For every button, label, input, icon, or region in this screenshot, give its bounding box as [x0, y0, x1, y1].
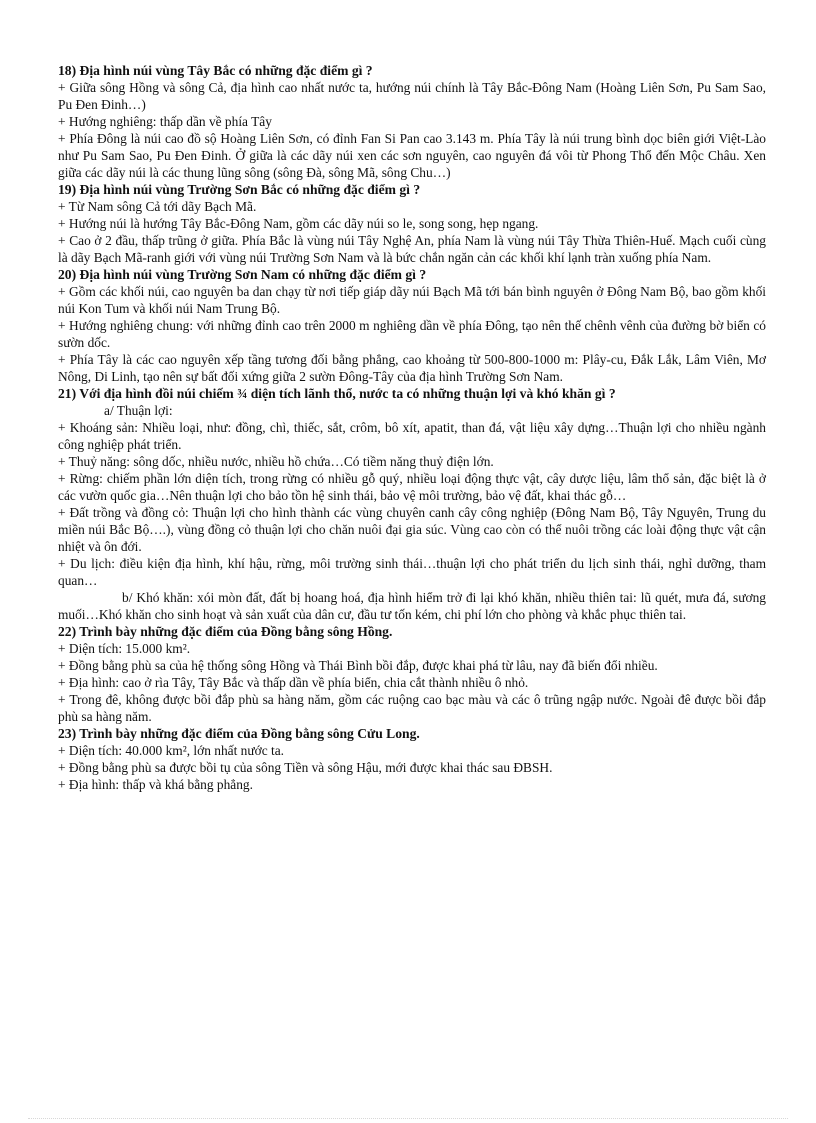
q19-line-2: + Hướng núi là hướng Tây Bắc-Đông Nam, gồm các dãy núi so le, song song, hẹp ngang.	[58, 216, 539, 231]
q18-line-2: + Hướng nghiêng: thấp dần về phía Tây	[58, 114, 272, 129]
q22-line-1: + Diện tích: 15.000 km².	[58, 641, 191, 656]
question-18-title: 18) Địa hình núi vùng Tây Bắc có những đặc điểm gì ?	[58, 63, 373, 78]
question-21-title: 21) Với địa hình đồi núi chiếm ¾ diện tích lãnh thổ, nước ta có những thuận lợi và khó khăn gì ?	[58, 386, 616, 401]
q19-line-1: + Từ Nam sông Cả tới dãy Bạch Mã.	[58, 199, 257, 214]
q21-difficulties: b/ Khó khăn: xói mòn đất, đất bị hoang hoá, địa hình hiểm trở đi lại khó khăn, nhiều thiên tai: lũ quét, mưa đá, sương muối…Khó khăn cho sinh hoạt và sản xuất của dân cư, đầu tư tốn kém, chi phí lớn cho phòng và khắc phục thiên tai.	[58, 590, 766, 622]
page-bottom-border	[28, 1118, 788, 1119]
q20-line-2: + Hướng nghiêng chung: với những đỉnh cao trên 2000 m nghiêng dần về phía Đông, tạo nên thế chênh vênh của đường bờ biển có sườn dốc.	[58, 318, 766, 350]
q20-line-3: + Phía Tây là các cao nguyên xếp tầng tương đối bằng phẳng, cao khoảng từ 500-800-1000 m: Plây-cu, Đắk Lắk, Lâm Viên, Mơ Nông, Di Linh, tạo nên sự bất đối xứng giữa 2 sườn Đông-Tây của địa hình Trường Sơn Nam.	[58, 352, 766, 384]
question-19-title: 19) Địa hình núi vùng Trường Sơn Bắc có những đặc điểm gì ?	[58, 182, 421, 197]
q22-line-2: + Đồng bằng phù sa của hệ thống sông Hồng và Thái Bình bồi đắp, được khai phá từ lâu, nay đã biến đổi nhiều.	[58, 658, 658, 673]
question-20-title: 20) Địa hình núi vùng Trường Sơn Nam có những đặc điểm gì ?	[58, 267, 427, 282]
q18-line-3: + Phía Đông là núi cao đồ sộ Hoàng Liên Sơn, có đỉnh Fan Si Pan cao 3.143 m. Phía Tây là núi trung bình dọc biên giới Việt-Lào như Pu Sam Sao, Pu Đen Đinh. Ở giữa là các dãy núi xen các sơn nguyên, cao nguyên đá vôi từ Phong Thổ đến Mộc Châu. Xen giữa các dãy núi là các thung lũng sông (sông Đà, sông Mã, sông Chu…)	[58, 131, 766, 180]
q21-line-2: + Thuỷ năng: sông dốc, nhiều nước, nhiều hồ chứa…Có tiềm năng thuỷ điện lớn.	[58, 454, 494, 469]
document-page	[58, 62, 766, 793]
q20-line-1: + Gồm các khối núi, cao nguyên ba dan chạy từ nơi tiếp giáp dãy núi Bạch Mã tới bán bình nguyên ở Đông Nam Bộ, bao gồm khối núi Kon Tum và khối núi Nam Trung Bộ.	[58, 284, 766, 316]
question-23-title: 23) Trình bày những đặc điểm của Đồng bằng sông Cửu Long.	[58, 726, 420, 741]
q21-line-4: + Đất trồng và đồng cỏ: Thuận lợi cho hình thành các vùng chuyên canh cây công nghiệp (Đông Nam Bộ, Tây Nguyên, Trung du miền núi Bắc Bộ….), vùng đồng cỏ thuận lợi cho chăn nuôi đại gia súc. Vùng cao còn có thể nuôi trồng các loài động thực vật cận nhiệt và ôn đới.	[58, 505, 766, 554]
q21-line-3: + Rừng: chiếm phần lớn diện tích, trong rừng có nhiều gỗ quý, nhiều loại động thực vật, cây dược liệu, lâm thổ sản, đặc biệt là ở các vườn quốc gia…Nên thuận lợi cho bảo tồn hệ sinh thái, bảo vệ môi trường, bảo vệ đất, khai thác gỗ…	[58, 471, 766, 503]
q22-line-3: + Địa hình: cao ở rìa Tây, Tây Bắc và thấp dần về phía biển, chia cắt thành nhiều ô nhỏ.	[58, 675, 529, 690]
q19-line-3: + Cao ở 2 đầu, thấp trũng ở giữa. Phía Bắc là vùng núi Tây Nghệ An, phía Nam là vùng núi Tây Thừa Thiên-Huế. Mạch cuối cùng là dãy Bạch Mã-ranh giới với vùng núi Trường Sơn Nam và là bức chắn ngăn cản các khối khí lạnh tràn xuống phía Nam.	[58, 233, 766, 265]
q23-line-2: + Đồng bằng phù sa được bồi tụ của sông Tiền và sông Hậu, mới được khai thác sau ĐBSH.	[58, 760, 553, 775]
q21-line-5: + Du lịch: điều kiện địa hình, khí hậu, rừng, môi trường sinh thái…thuận lợi cho phát triển du lịch sinh thái, nghỉ dưỡng, tham quan…	[58, 556, 766, 588]
q23-line-1: + Diện tích: 40.000 km², lớn nhất nước ta.	[58, 743, 284, 758]
q18-line-1: + Giữa sông Hồng và sông Cả, địa hình cao nhất nước ta, hướng núi chính là Tây Bắc-Đông Nam (Hoàng Liên Sơn, Pu Sam Sao, Pu Đen Đinh…)	[58, 80, 766, 112]
question-22-title: 22) Trình bày những đặc điểm của Đồng bằng sông Hồng.	[58, 624, 393, 639]
q21-advantages-heading: a/ Thuận lợi:	[104, 403, 173, 418]
q22-line-4: + Trong đê, không được bồi đắp phù sa hàng năm, gồm các ruộng cao bạc màu và các ô trũng ngập nước. Ngoài đê được bồi đắp phù sa hàng năm.	[58, 692, 766, 724]
q21-line-1: + Khoáng sản: Nhiều loại, như: đồng, chì, thiếc, sắt, crôm, bô xít, apatit, than đá, vật liệu xây dựng…Thuận lợi cho nhiều ngành công nghiệp phát triển.	[58, 420, 766, 452]
q23-line-3: + Địa hình: thấp và khá bằng phẳng.	[58, 777, 253, 792]
